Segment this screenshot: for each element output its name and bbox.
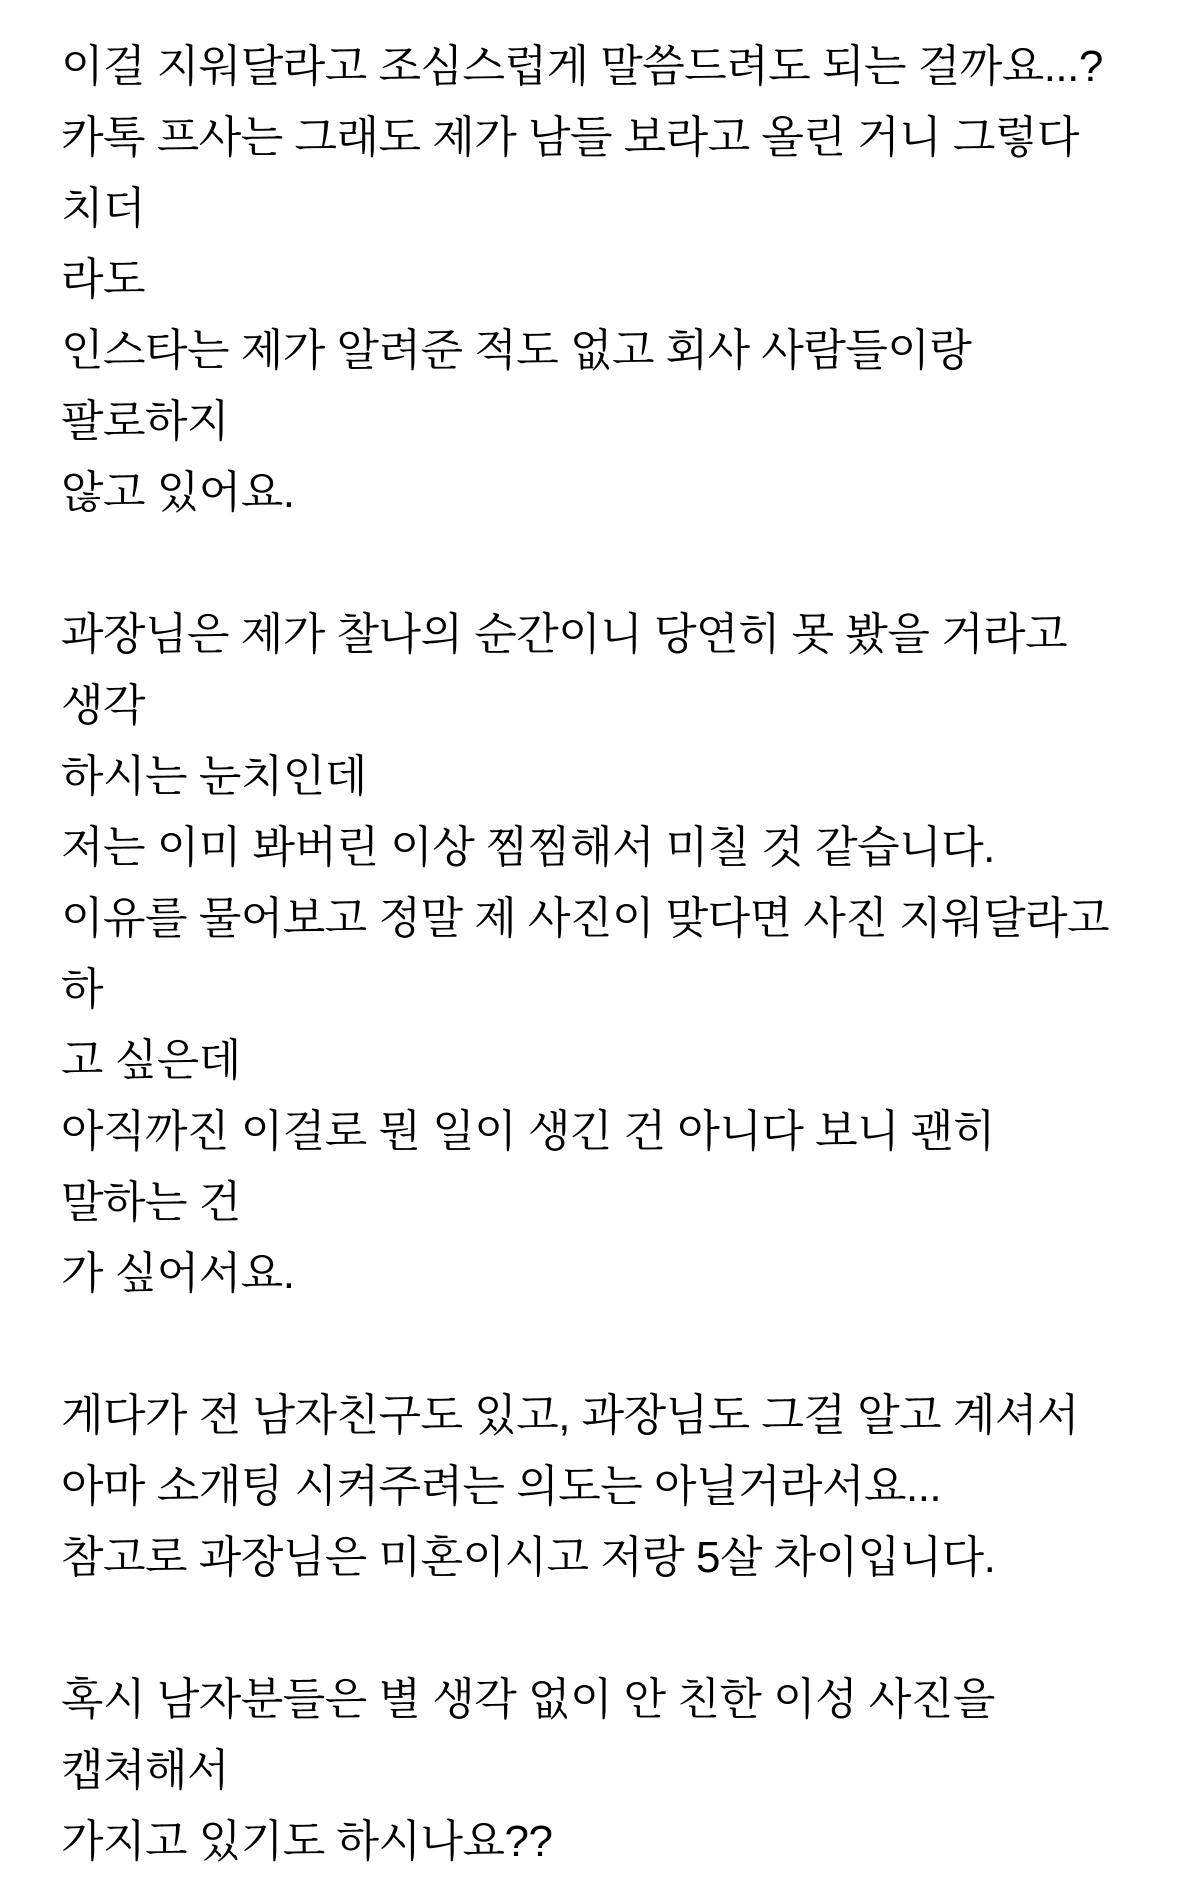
post-line: 가지고 있기도 하시나요?? bbox=[61, 1817, 553, 1866]
post-line: 아직까진 이걸로 뭔 일이 생긴 건 아니다 보니 괜히 말하는 건 bbox=[61, 1107, 1007, 1227]
post-line: 인스타는 제가 알려준 적도 없고 회사 사람들이랑 팔로하지 bbox=[61, 326, 984, 446]
post-line: 이유를 물어보고 정말 제 사진이 맞다면 사진 지워달라고 하 bbox=[61, 894, 1121, 1014]
post-line: 저는 이미 봐버린 이상 찜찜해서 미칠 것 같습니다. bbox=[61, 823, 995, 872]
post-line: 고 싶은데 bbox=[61, 1036, 241, 1085]
post-line: 이걸 지워달라고 조심스럽게 말씀드려도 되는 걸까요...? bbox=[61, 42, 1103, 91]
post-line: 않고 있어요. bbox=[61, 468, 295, 517]
post-line: 하시는 눈치인데 bbox=[61, 752, 367, 801]
post-line: 게다가 전 남자친구도 있고, 과장님도 그걸 알고 계셔서 bbox=[61, 1391, 1079, 1440]
post-line: 참고로 과장님은 미혼이시고 저랑 5살 차이입니다. bbox=[61, 1533, 996, 1582]
post-line: 과장님은 제가 찰나의 순간이니 당연히 못 봤을 거라고 생각 bbox=[61, 610, 1079, 730]
post-line: 혹시 남자분들은 별 생각 없이 안 친한 이성 사진을 캡쳐해서 bbox=[61, 1675, 1007, 1795]
post-line: 카톡 프사는 그래도 제가 남들 보라고 올린 거니 그렇다 치더 bbox=[61, 113, 1091, 233]
post-line: 라도 bbox=[61, 255, 146, 304]
post-line: 가 싶어서요. bbox=[61, 1249, 295, 1298]
blank-line bbox=[61, 1309, 1121, 1380]
blank-line bbox=[61, 1593, 1121, 1664]
post-line: 아마 소개팅 시켜주려는 의도는 아닐거라서요... bbox=[61, 1462, 942, 1511]
blank-line bbox=[61, 528, 1121, 599]
post-lines bbox=[61, 31, 1121, 1877]
